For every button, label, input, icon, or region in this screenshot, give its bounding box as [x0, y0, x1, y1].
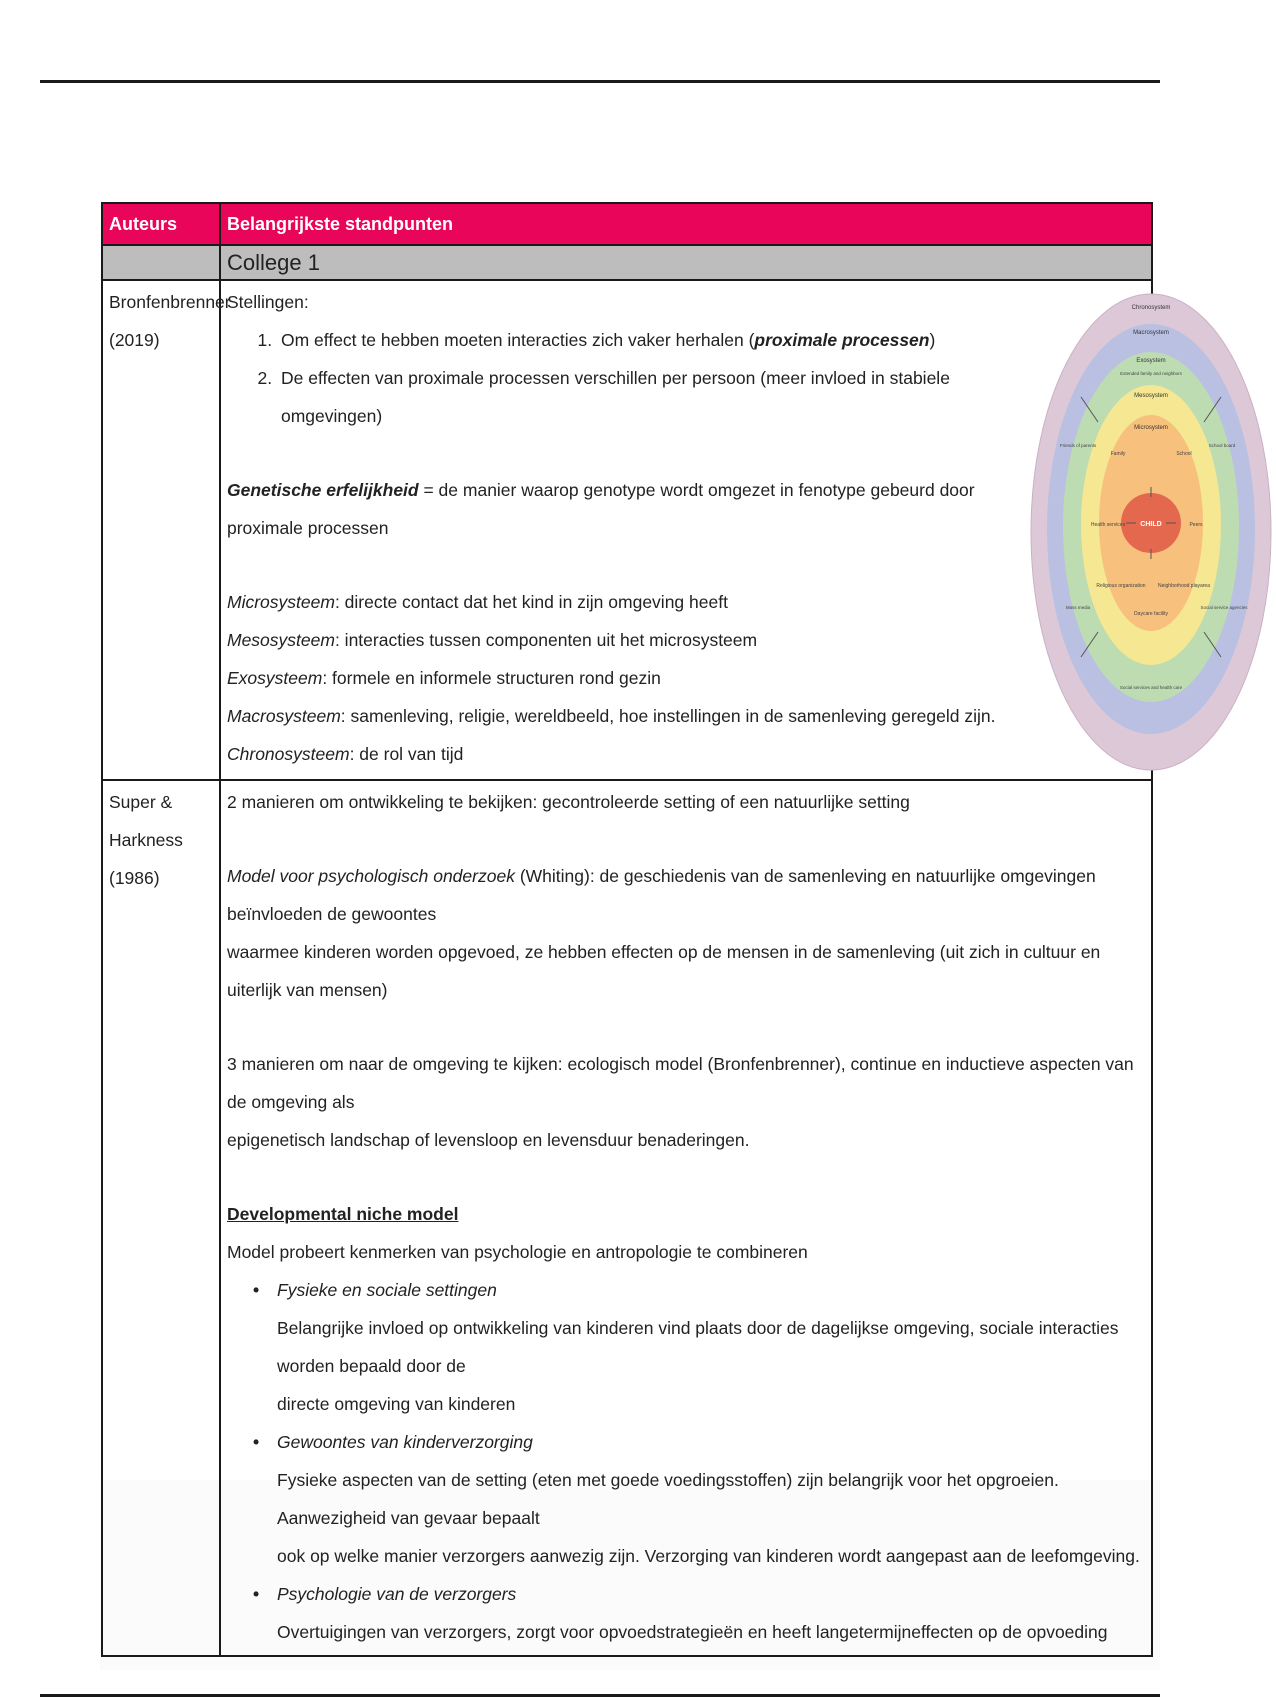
proximale-processen-term: proximale processen: [754, 330, 930, 350]
stelling-2: 2. De effecten van proximale processen verschillen per persoon (meer invloed in stabiele omgevingen): [277, 359, 1145, 435]
stelling-1: 1. Om effect te hebben moeten interacties zich vaker herhalen (proximale processen): [277, 321, 1145, 359]
whiting-term: Model voor psychologisch onderzoek: [227, 866, 515, 886]
micro-node-family: Family: [1110, 451, 1126, 457]
micro-node-peers: Peers: [1189, 522, 1203, 528]
list-item: • Fysieke en sociale settingen Belangrijke invloed op ontwikkeling van kinderen vind plaats door de dagelijkse omgeving, sociale interacties worden bepaald door de directe omgeving van kinderen: [277, 1271, 1145, 1423]
niche-model-title: Developmental niche model: [227, 1204, 459, 1224]
whiting-paragraph-cont: waarmee kinderen worden opgevoed, ze hebben effecten op de mensen in de samenleving (uit zich in cultuur en uiterlijk van mensen): [227, 942, 1101, 1000]
stellingen-label: Stellingen:: [227, 292, 309, 312]
paragraph-three-ways-cont: epigenetisch landschap of levensloop en levensduur benaderingen.: [227, 1130, 750, 1150]
niche-list: [227, 1271, 1145, 1651]
system-micro: Microsysteem: directe contact dat het kind in zijn omgeving heeft: [227, 592, 728, 612]
author-year: (1986): [109, 868, 160, 888]
paragraph-three-ways: 3 manieren om naar de omgeving te kijken: ecologisch model (Bronfenbrenner), continue en inductieve aspecten van de omgeving als: [227, 1054, 1134, 1112]
micro-node-health: Health services: [1090, 522, 1126, 528]
author-name: Super &: [109, 792, 173, 812]
meso-label: Mesosystem: [1134, 393, 1168, 399]
section-row: [102, 245, 1152, 280]
table-row-bronfenbrenner: [102, 280, 1152, 780]
paragraph-two-ways: 2 manieren om ontwikkeling te bekijken: gecontroleerde setting of een natuurlijke setting: [227, 792, 910, 812]
system-meso: Mesosysteem: interacties tussen componenten uit het microsysteem: [227, 630, 758, 650]
genetic-definition: Genetische erfelijkheid = de manier waarop genotype wordt omgezet in fenotype gebeurd door: [227, 480, 975, 500]
author-name-cont: Harkness: [109, 830, 183, 850]
exo-node-media: Mass media: [1065, 605, 1091, 610]
viewpoints-cell: [220, 780, 1152, 1656]
viewpoints-cell: [220, 280, 1248, 780]
genetic-definition-cont: proximale processen: [227, 518, 389, 538]
author-name: Bronfenbrenner: [109, 292, 231, 312]
list-item: • Gewoontes van kinderverzorging Fysieke aspecten van de setting (eten met goede voedingsstoffen) zijn belangrijk voor het opgroeien. Aanwezigheid van gevaar bepaalt ook op welke manier verzorgers aanwezig zijn. Verzorging van kinderen wordt aangepast aan de leefomgeving.: [277, 1423, 1145, 1575]
micro-node-neighborhood: Neighborhood playarea: [1158, 583, 1210, 589]
stellingen-list: [227, 321, 1145, 435]
micro-node-religious: Religious organization: [1096, 583, 1146, 589]
exo-node-services: Social services and health care: [1119, 685, 1183, 690]
system-exo: Exosysteem: formele en informele structuren rond gezin: [227, 668, 661, 688]
system-chrono: Chronosysteem: de rol van tijd: [227, 744, 464, 764]
child-label: CHILD: [1140, 521, 1162, 528]
author-year: (2019): [109, 330, 160, 350]
system-macro: Macrosysteem: samenleving, religie, wereldbeeld, hoe instellingen in de samenleving geregeld zijn.: [227, 706, 996, 726]
bottom-rule: [40, 1694, 1160, 1697]
list-item: • Psychologie van de verzorgers Overtuigingen van verzorgers, zorgt voor opvoedstrategieën en heeft langetermijneffecten op de opvoeding: [277, 1575, 1145, 1651]
table-row-super-harkness: [102, 780, 1152, 1656]
genetic-term: Genetische erfelijkheid: [227, 480, 419, 500]
micro-node-daycare: Daycare facility: [1134, 611, 1168, 617]
exo-label: Exosystem: [1136, 358, 1166, 364]
header-authors: Auteurs: [102, 203, 220, 245]
exo-node-agencies: Social service agencies: [1200, 605, 1248, 610]
header-viewpoints: Belangrijkste standpunten: [220, 203, 1152, 245]
section-title: College 1: [220, 245, 1152, 280]
micro-node-school: School: [1176, 451, 1192, 457]
exo-node-board: School board: [1208, 443, 1236, 448]
ecological-model-diagram: [1026, 287, 1276, 777]
macro-label: Macrosystem: [1133, 330, 1169, 336]
exo-node-friends: Friends of parents: [1059, 443, 1097, 448]
top-rule: [40, 80, 1160, 83]
notes-table: [101, 202, 1248, 1657]
niche-model-intro: Model probeert kenmerken van psychologie en antropologie te combineren: [227, 1242, 808, 1262]
author-cell: [102, 780, 220, 1656]
chrono-label: Chronosystem: [1131, 305, 1171, 311]
table-header-row: [102, 203, 1152, 245]
whiting-paragraph: Model voor psychologisch onderzoek (Whiting): de geschiedenis van de samenleving en natuurlijke omgevingen beïnvloeden de gewoontes: [227, 866, 1096, 924]
exo-node-family: Extended family and neighbors: [1120, 371, 1182, 376]
micro-label: Microsystem: [1134, 425, 1168, 431]
author-cell: [102, 280, 231, 780]
section-empty-cell: [102, 245, 220, 280]
